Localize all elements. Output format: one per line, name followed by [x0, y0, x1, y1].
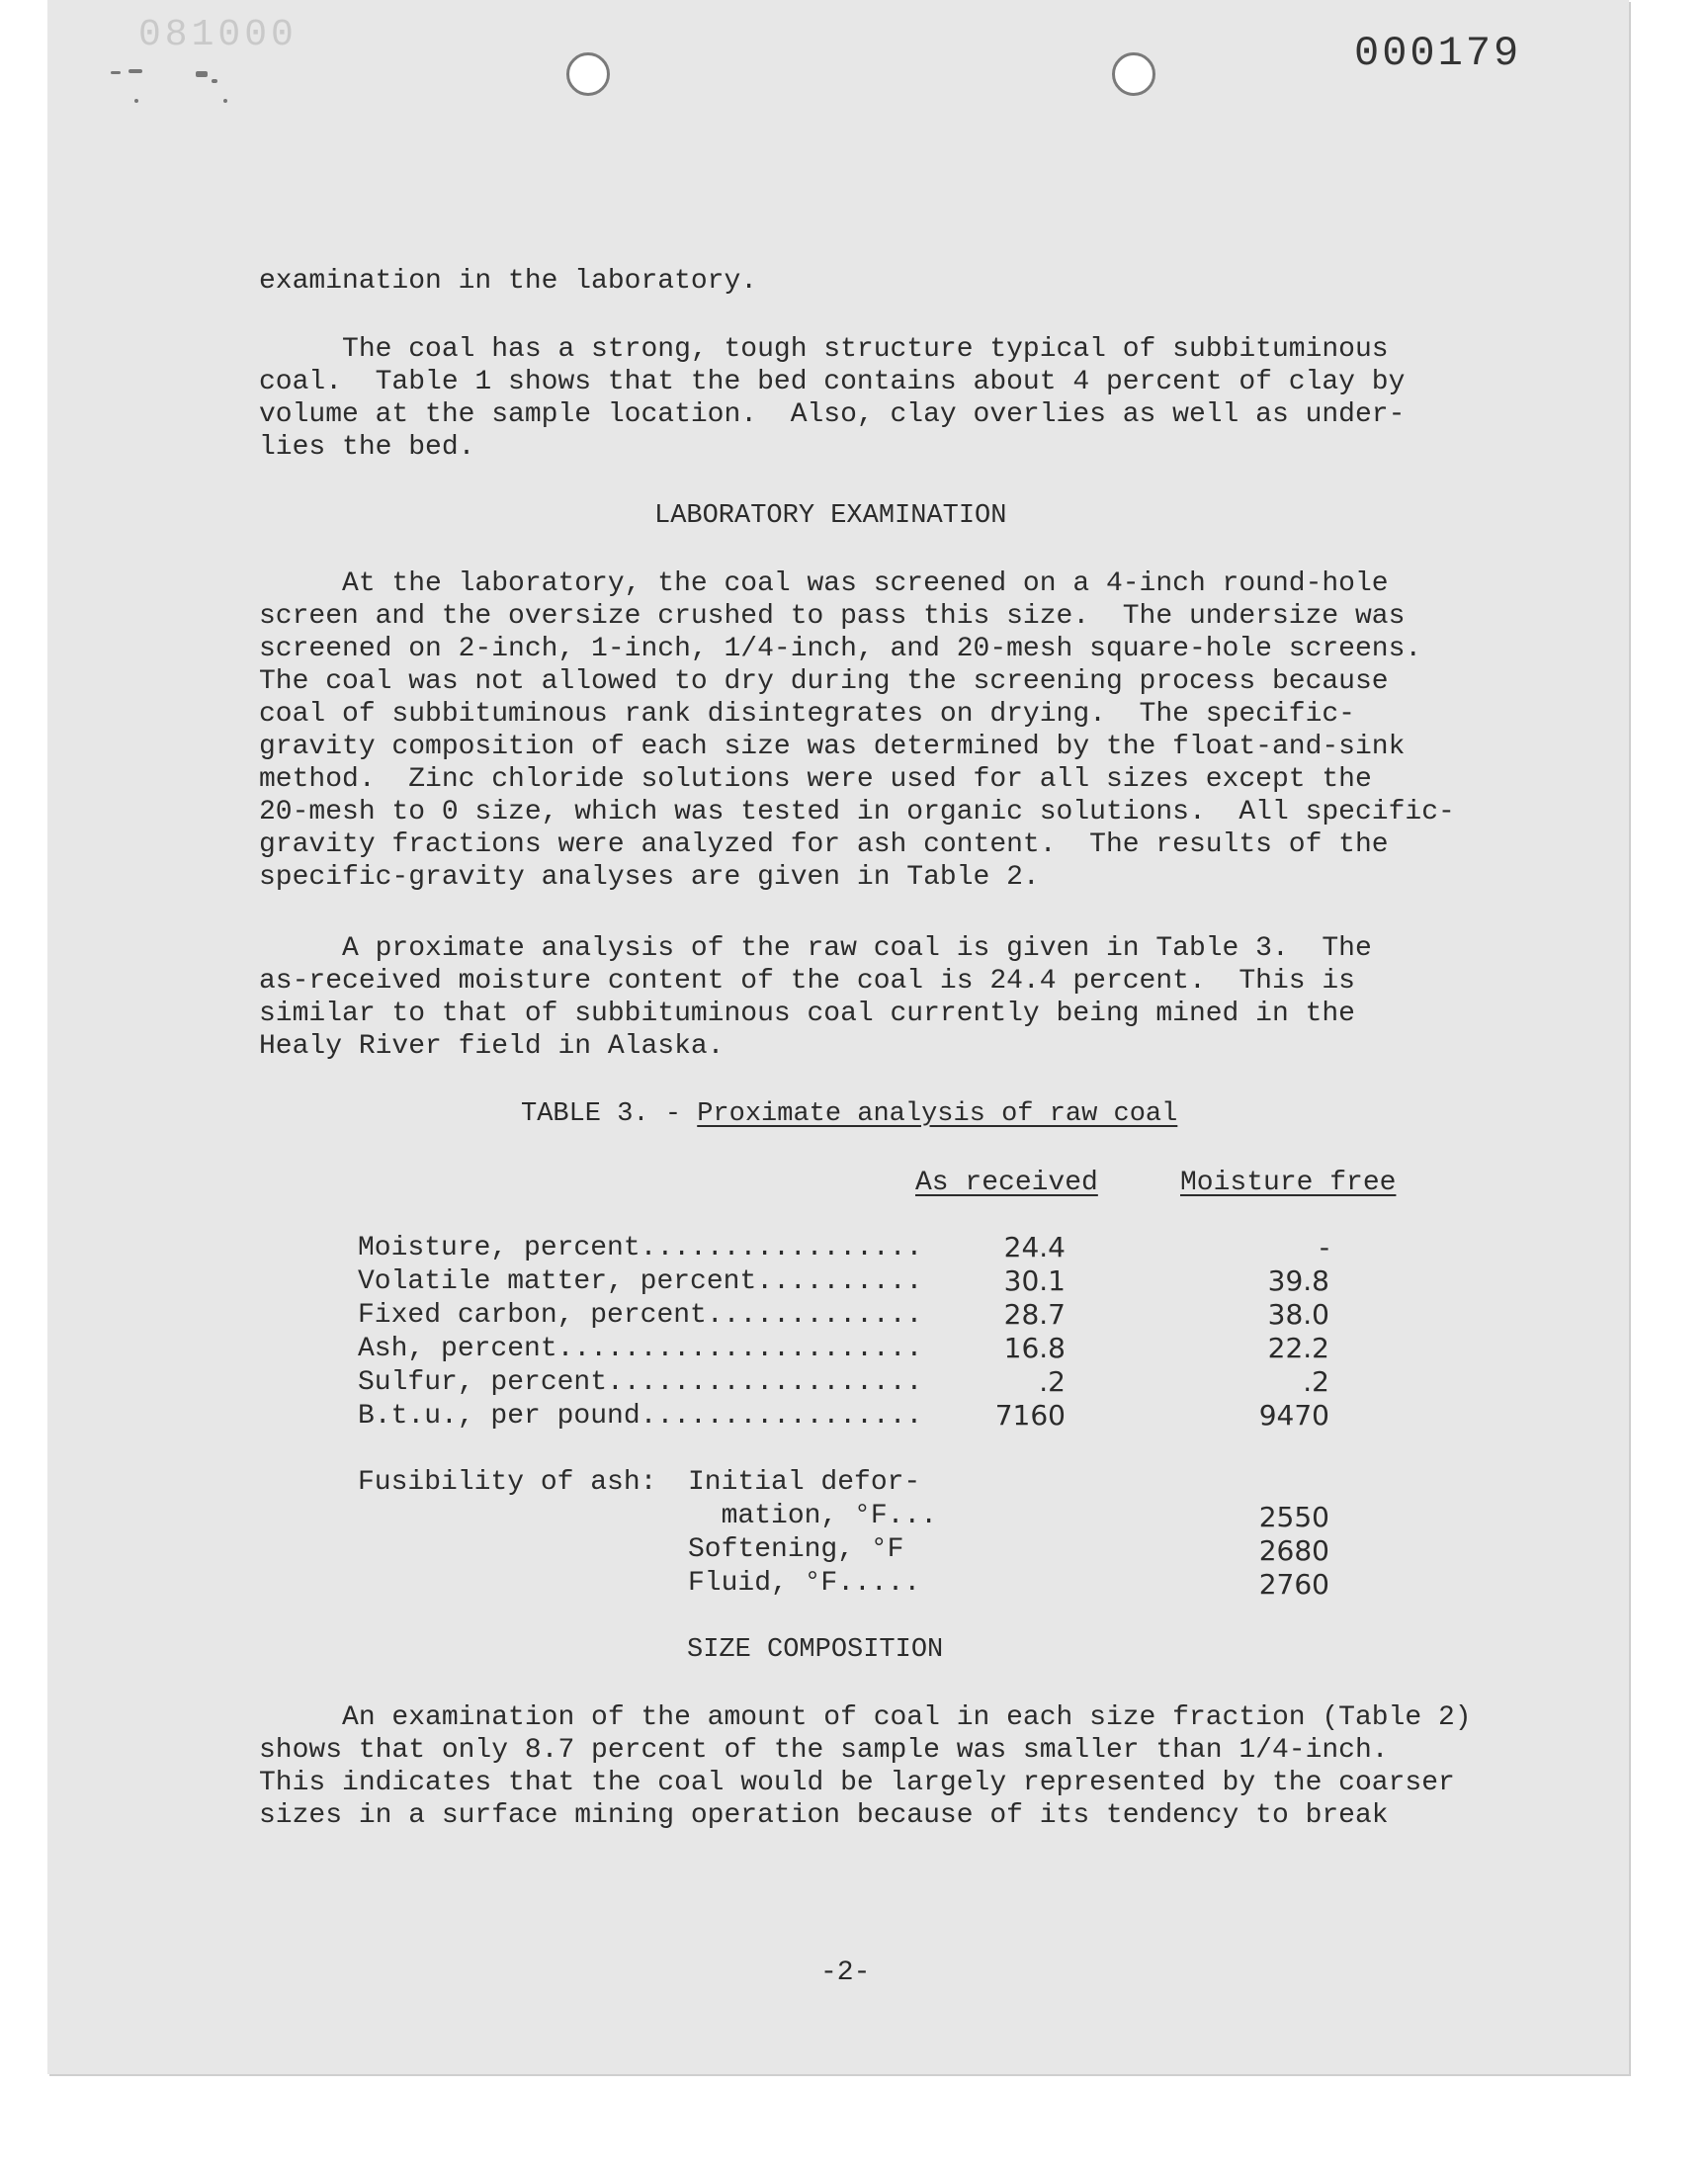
cell-as-received: 7160	[994, 1399, 1066, 1432]
table-caption	[521, 1099, 1177, 1129]
row-label: B.t.u., per pound.................	[358, 1401, 923, 1432]
row-label: Moisture, percent.................	[358, 1233, 923, 1263]
text-line: specific-gravity analyses are given in Table 2.	[259, 862, 1040, 893]
text-line: coal. Table 1 shows that the bed contains about 4 percent of clay by	[259, 367, 1406, 397]
row-label: Fixed carbon, percent.............	[358, 1300, 923, 1331]
faint-stamp-number: 081000	[138, 14, 298, 56]
text-line: A proximate analysis of the raw coal is given in Table 3. The	[259, 933, 1372, 964]
row-label: Sulfur, percent...................	[358, 1367, 923, 1398]
text-line: The coal was not allowed to dry during the screening process because	[259, 666, 1389, 697]
row-label: Volatile matter, percent..........	[358, 1266, 923, 1297]
ink-smudge	[134, 99, 138, 103]
fusibility-sublabel: mation, °F...	[688, 1501, 938, 1531]
text-line: gravity composition of each size was determined by the float-and-sink	[259, 732, 1406, 762]
cell-as-received: 16.8	[1003, 1332, 1066, 1364]
text-line: 20-mesh to 0 size, which was tested in organic solutions. All specific-	[259, 797, 1455, 827]
paragraph-continuation: examination in the laboratory.	[259, 266, 758, 297]
text-line: shows that only 8.7 percent of the sample was smaller than 1/4-inch.	[259, 1735, 1389, 1766]
cell-as-received: 28.7	[1003, 1298, 1066, 1331]
text-line: At the laboratory, the coal was screened on a 4-inch round-hole	[259, 568, 1389, 599]
cell-as-received: 24.4	[1003, 1231, 1066, 1263]
ink-smudge	[212, 79, 217, 83]
text-line: as-received moisture content of the coal is 24.4 percent. This is	[259, 966, 1355, 997]
section-heading-laboratory: LABORATORY EXAMINATION	[654, 501, 1007, 531]
fusibility-value: 2680	[1258, 1534, 1329, 1567]
ink-smudge	[196, 71, 208, 77]
text-line: screen and the oversize crushed to pass this size. The undersize was	[259, 601, 1406, 632]
table-caption-prefix: TABLE 3. -	[521, 1099, 698, 1129]
cell-as-received: .2	[1039, 1365, 1066, 1398]
ink-smudge	[111, 71, 121, 74]
fusibility-label: Fusibility of ash:	[358, 1467, 657, 1498]
cell-moisture-free: 9470	[1258, 1399, 1329, 1432]
ink-smudge	[128, 69, 142, 73]
page-id-stamp: 000179	[1354, 30, 1522, 77]
text-line: volume at the sample location. Also, clay overlies as well as under-	[259, 399, 1406, 430]
fusibility-sublabel: Initial defor-	[688, 1467, 921, 1498]
cell-moisture-free: -	[1319, 1231, 1329, 1263]
fusibility-value: 2760	[1258, 1568, 1329, 1601]
cell-moisture-free: 39.8	[1267, 1264, 1329, 1297]
punch-hole-left	[566, 52, 610, 96]
text-line: An examination of the amount of coal in each size fraction (Table 2)	[259, 1702, 1472, 1733]
fusibility-sublabel: Softening, °F	[688, 1534, 904, 1565]
text-line: The coal has a strong, tough structure typical of subbituminous	[259, 334, 1389, 365]
cell-moisture-free: 38.0	[1267, 1298, 1329, 1331]
punch-hole-right	[1112, 52, 1155, 96]
text-line: sizes in a surface mining operation because of its tendency to break	[259, 1800, 1389, 1831]
text-line: method. Zinc chloride solutions were used for all sizes except the	[259, 764, 1372, 795]
text-line: gravity fractions were analyzed for ash content. The results of the	[259, 829, 1389, 860]
text-line: coal of subbituminous rank disintegrates on drying. The specific-	[259, 699, 1355, 730]
text-line: This indicates that the coal would be largely represented by the coarser	[259, 1768, 1455, 1798]
text-line: screened on 2-inch, 1-inch, 1/4-inch, and 20-mesh square-hole screens.	[259, 634, 1422, 664]
text-line: lies the bed.	[259, 432, 475, 463]
fusibility-sublabel: Fluid, °F.....	[688, 1568, 921, 1599]
cell-as-received: 30.1	[1003, 1264, 1066, 1297]
cell-moisture-free: .2	[1303, 1365, 1329, 1398]
row-label: Ash, percent......................	[358, 1334, 923, 1364]
column-header-as-received: As received	[915, 1168, 1098, 1198]
cell-moisture-free: 22.2	[1267, 1332, 1329, 1364]
ink-smudge	[223, 99, 227, 103]
column-header-moisture-free: Moisture free	[1180, 1168, 1397, 1198]
text-line: Healy River field in Alaska.	[259, 1031, 725, 1062]
table-caption-title: Proximate analysis of raw coal	[697, 1099, 1178, 1129]
section-heading-size: SIZE COMPOSITION	[687, 1635, 944, 1665]
fusibility-value: 2550	[1258, 1501, 1329, 1533]
text-line: similar to that of subbituminous coal currently being mined in the	[259, 999, 1355, 1029]
page-number: -2-	[820, 1958, 871, 1988]
